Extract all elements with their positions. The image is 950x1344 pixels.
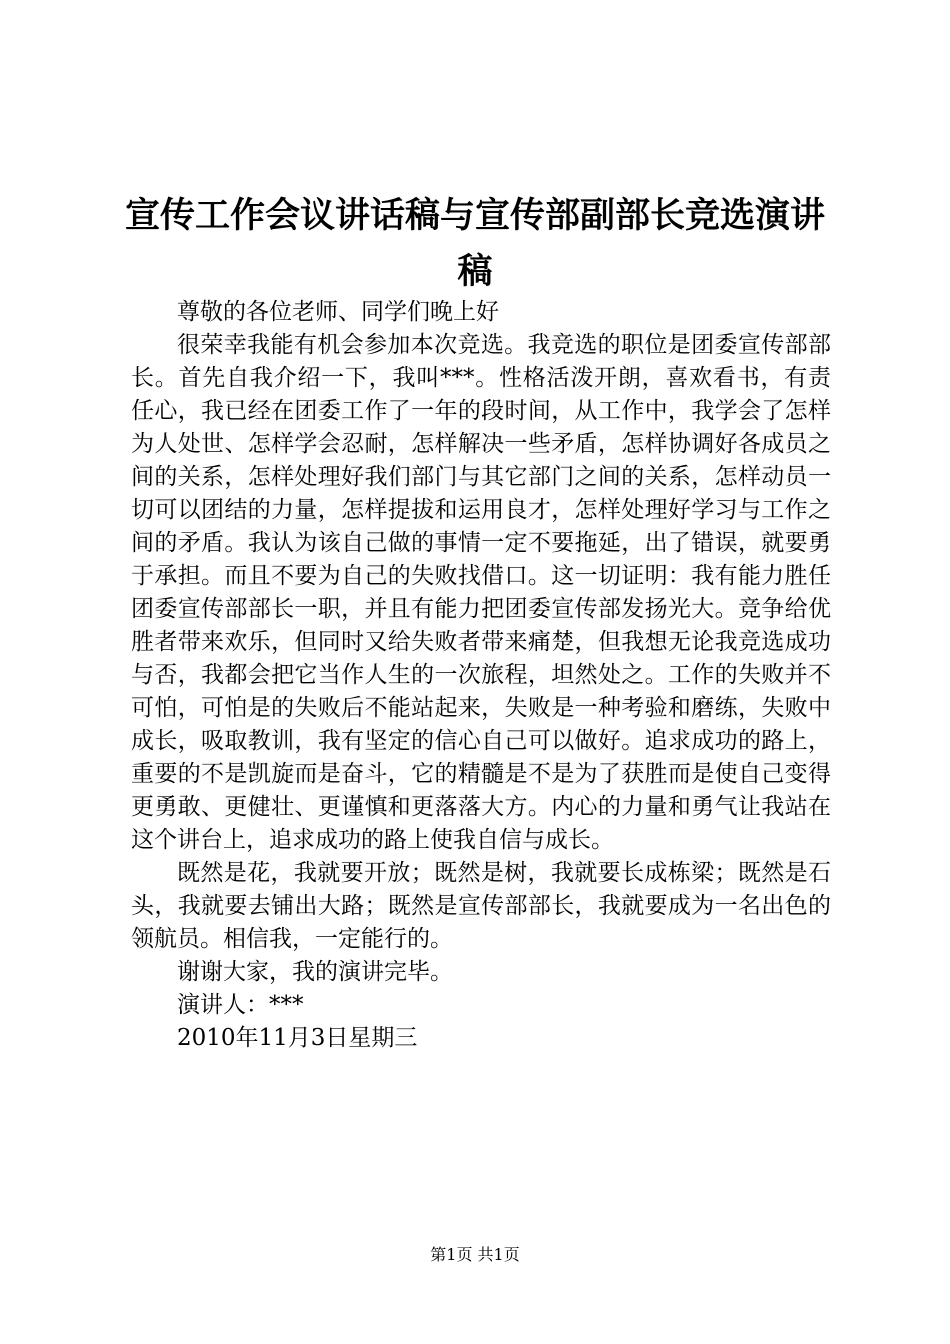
closing-line: 谢谢大家，我的演讲完毕。 [177,959,453,985]
body-paragraph: 既然是花，我就要开放；既然是树，我就要长成栋梁；既然是石头，我就要去铺出大路；既然是宣传部部长，我就要成为一名出色的领航员。相信我，一定能行的。 [131,860,831,952]
greeting-line: 尊敬的各位老师、同学们晚上好 [177,299,499,325]
document-body [131,296,831,1055]
speaker-line: 演讲人：*** [177,992,304,1018]
body-paragraph: 很荣幸我能有机会参加本次竞选。我竞选的职位是团委宣传部部长。首先自我介绍一下，我叫***。性格活泼开朗，喜欢看书，有责任心，我已经在团委工作了一年的段时间，从工作中，我学会了怎样为人处世、怎样学会忍耐，怎样解决一些矛盾，怎样协调好各成员之间的关系，怎样处理好我们部门与其它部门之间的关系，怎样动员一切可以团结的力量，怎样提拔和运用良才，怎样处理好学习与工作之间的矛盾。我认为该自己做的事情一定不要拖延，出了错误，就要勇于承担。而且不要为自己的失败找借口。这一切证明：我有能力胜任团委宣传部部长一职，并且有能力把团委宣传部发扬光大。竞争给优胜者带来欢乐，但同时又给失败者带来痛楚，但我想无论我竞选成功与否，我都会把它当作人生的一次旅程，坦然处之。工作的失败并不可怕，可怕是的失败后不能站起来，失败是一种考验和磨练，失败中成长，吸取教训，我有坚定的信心自己可以做好。追求成功的路上，重要的不是凯旋而是奋斗，它的精髓是不是为了获胜而是使自己变得更勇敢、更健壮、更谨慎和更落落大方。内心的力量和勇气让我站在这个讲台上，追求成功的路上使我自信与成长。 [131,332,831,853]
document-title: 宣传工作会议讲话稿与宣传部副部长竞选演讲稿 [124,195,825,292]
date-line: 2010年11月3日星期三 [177,1025,418,1051]
page-footer: 第1页 共1页 [430,1245,520,1264]
